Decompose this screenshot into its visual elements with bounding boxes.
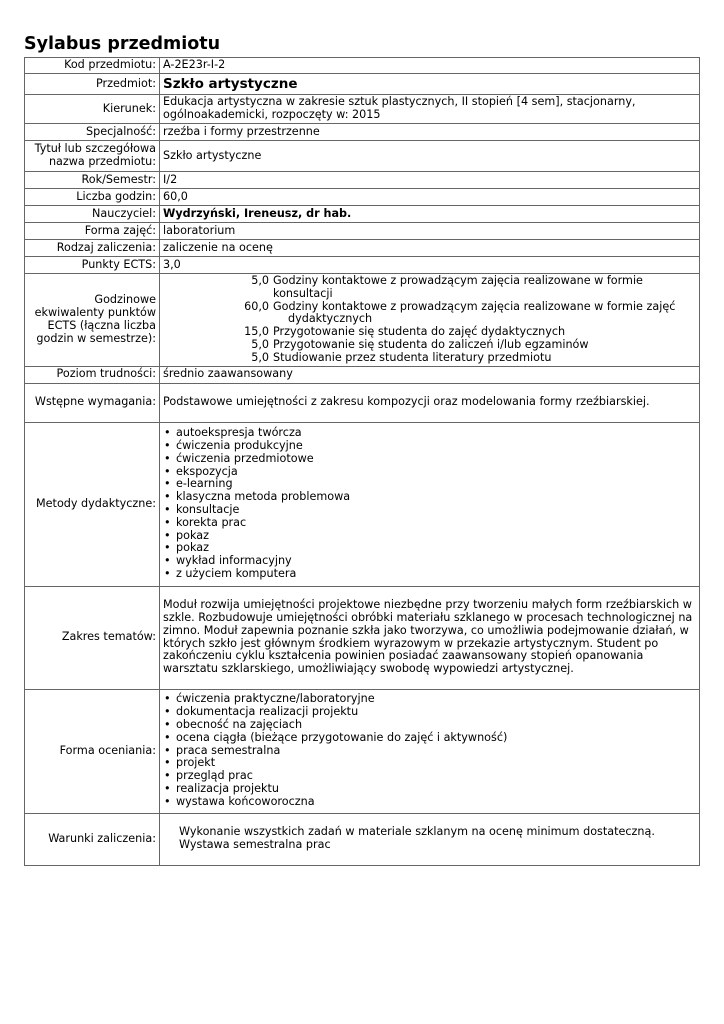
- list-item: • ocena ciągła (bieżące przygotowanie do zajęć i aktywność): [163, 732, 696, 745]
- list-item: • korekta prac: [163, 517, 696, 530]
- value-przedmiot: Szkło artystyczne: [160, 74, 700, 95]
- label-ekwiwalenty: Godzinowe ekwiwalenty punktów ECTS (łączna liczba godzin w semestrze):: [25, 274, 160, 367]
- hours-text-line1: Godziny kontaktowe z prowadzącym zajęcia realizowane w formie zajęć: [273, 299, 676, 313]
- value-ekwiwalenty: [160, 274, 700, 367]
- list-item: • wykład informacyjny: [163, 555, 696, 568]
- list-item: • e-learning: [163, 478, 696, 491]
- row-warunki: [25, 813, 700, 865]
- row-nauczyciel: [25, 206, 700, 223]
- hours-text: Studiowanie przez studenta literatury przedmiotu: [273, 350, 552, 364]
- list-item: • przegląd prac: [163, 770, 696, 783]
- page-title: Sylabus przedmiotu: [24, 34, 221, 54]
- hours-value: 5,0: [251, 274, 269, 287]
- value-godziny: 60,0: [160, 189, 700, 206]
- value-tytul: Szkło artystyczne: [160, 141, 700, 172]
- value-nauczyciel: Wydrzyński, Ireneusz, dr hab.: [160, 206, 700, 223]
- hours-value: 5,0: [251, 350, 269, 364]
- list-item: • klasyczna metoda problemowa: [163, 491, 696, 504]
- value-warunki: [160, 813, 700, 865]
- value-rodzaj: zaliczenie na ocenę: [160, 240, 700, 257]
- value-zakres: Moduł rozwija umiejętności projektowe niezbędne przy tworzeniu małych form rzeźbiarskich w szkle. Rozbudowuje umiejętności obróbki materiału szklanego w procesach technologicznej na zimno. Moduł zapewnia poznanie szkła jako tworzywa, co umożliwia podejmowanie działań, w których szkło jest głównym środkiem wyrazowym w przekazie artystycznym. Student po zakończeniu cyklu kształcenia powinien posiadać zaawansowany stopień opanowania warsztatu szklarskiego, umożliwiający swobodę wypowiedzi artystycznej.: [160, 586, 700, 689]
- value-forma-oceniania: [160, 689, 700, 813]
- list-item: • ćwiczenia produkcyjne: [163, 440, 696, 453]
- row-tytul: [25, 141, 700, 172]
- label-metody: Metody dydaktyczne:: [25, 422, 160, 586]
- row-przedmiot: [25, 74, 700, 95]
- hours-text: [269, 301, 696, 327]
- list-item: • autoekspresja twórcza: [163, 427, 696, 440]
- label-rodzaj: Rodzaj zaliczenia:: [25, 240, 160, 257]
- label-rok: Rok/Semestr:: [25, 172, 160, 189]
- list-item: • obecność na zajęciach: [163, 719, 696, 732]
- hours-item: [163, 339, 696, 352]
- forma-oceniania-list: [163, 693, 696, 808]
- value-forma-zajec: laboratorium: [160, 223, 700, 240]
- row-specjalnosc: [25, 124, 700, 141]
- warunki-line2: Wystawa semestralna prac: [179, 838, 331, 852]
- value-specjalnosc: rzeźba i formy przestrzenne: [160, 124, 700, 141]
- hours-item: [163, 301, 696, 327]
- value-kod: A-2E23r-I-2: [160, 58, 700, 74]
- list-item: • projekt: [163, 757, 696, 770]
- hours-item: [163, 352, 696, 365]
- value-poziom: średnio zaawansowany: [160, 366, 700, 383]
- list-item: • dokumentacja realizacji projektu: [163, 706, 696, 719]
- row-zakres: [25, 586, 700, 689]
- label-warunki: Warunki zaliczenia:: [25, 813, 160, 865]
- hours-value: 15,0: [244, 325, 269, 339]
- row-forma-oceniania: [25, 689, 700, 813]
- list-item: • pokaz: [163, 530, 696, 543]
- label-kod: Kod przedmiotu:: [25, 58, 160, 74]
- list-item: • z użyciem komputera: [163, 568, 696, 581]
- list-item: • pokaz: [163, 542, 696, 555]
- label-kierunek: Kierunek:: [25, 95, 160, 124]
- hours-item: [163, 275, 696, 301]
- hours-value: 5,0: [251, 337, 269, 351]
- row-poziom: [25, 366, 700, 383]
- list-item: • wystawa końcoworoczna: [163, 796, 696, 809]
- label-forma-oceniania: Forma oceniania:: [25, 689, 160, 813]
- value-ects: 3,0: [160, 257, 700, 274]
- row-rodzaj: [25, 240, 700, 257]
- row-godziny: [25, 189, 700, 206]
- hours-value: 60,0: [244, 299, 269, 313]
- value-kierunek: Edukacja artystyczna w zakresie sztuk plastycznych, II stopień [4 sem], stacjonarny, ogólnoakademicki, rozpoczęty w: 2015: [160, 95, 700, 124]
- hours-text: Przygotowanie się studenta do zajęć dydaktycznych: [273, 325, 566, 339]
- row-metody: [25, 422, 700, 586]
- row-forma-zajec: [25, 223, 700, 240]
- value-rok: I/2: [160, 172, 700, 189]
- row-ects: [25, 257, 700, 274]
- list-item: • praca semestralna: [163, 745, 696, 758]
- value-metody: [160, 422, 700, 586]
- label-poziom: Poziom trudności:: [25, 366, 160, 383]
- syllabus-table: [24, 57, 700, 866]
- hours-text-line2: dydaktycznych: [288, 312, 373, 326]
- label-przedmiot: Przedmiot:: [25, 74, 160, 95]
- list-item: • ćwiczenia praktyczne/laboratoryjne: [163, 693, 696, 706]
- list-item: • realizacja projektu: [163, 783, 696, 796]
- metody-list: [163, 427, 696, 581]
- warunki-line1: Wykonanie wszystkich zadań w materiale szklanym na ocenę minimum dostateczną.: [179, 825, 655, 839]
- label-specjalnosc: Specjalność:: [25, 124, 160, 141]
- list-item: • ekspozycja: [163, 466, 696, 479]
- list-item: • ćwiczenia przedmiotowe: [163, 453, 696, 466]
- label-ects: Punkty ECTS:: [25, 257, 160, 274]
- label-godziny: Liczba godzin:: [25, 189, 160, 206]
- label-forma-zajec: Forma zajęć:: [25, 223, 160, 240]
- row-ekwiwalenty: [25, 274, 700, 367]
- hours-text: Godziny kontaktowe z prowadzącym zajęcia realizowane w formie konsultacji: [273, 274, 643, 300]
- label-nauczyciel: Nauczyciel:: [25, 206, 160, 223]
- row-wymagania: [25, 383, 700, 422]
- row-kierunek: [25, 95, 700, 124]
- label-wymagania: Wstępne wymagania:: [25, 383, 160, 422]
- row-rok: [25, 172, 700, 189]
- list-item: • konsultacje: [163, 504, 696, 517]
- label-zakres: Zakres tematów:: [25, 586, 160, 689]
- value-wymagania: Podstawowe umiejętności z zakresu kompozycji oraz modelowania formy rzeźbiarskiej.: [160, 383, 700, 422]
- label-tytul: Tytuł lub szczegółowa nazwa przedmiotu:: [25, 141, 160, 172]
- hours-text: Przygotowanie się studenta do zaliczeń i/lub egzaminów: [273, 337, 589, 351]
- row-kod: [25, 58, 700, 74]
